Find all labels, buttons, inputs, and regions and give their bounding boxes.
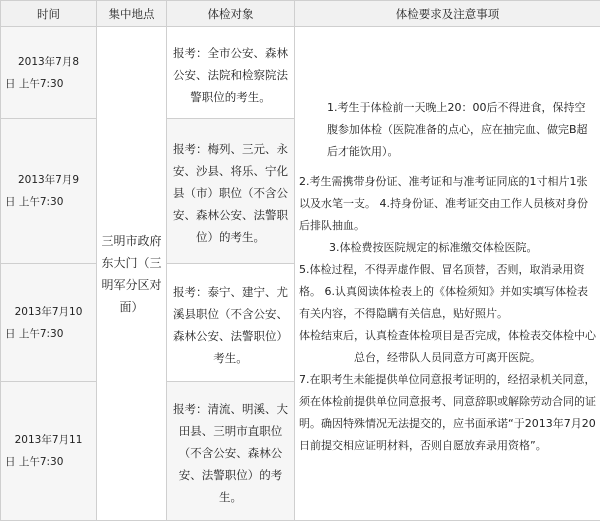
note-item: 体检结束后，认真检查体检项目是否完成，体检表交体检中心总台，经带队人员同意方可离开医院。 [299,328,596,364]
exam-date: 2013年7月8 [17,55,80,68]
table-row [1,27,600,119]
table-header-row [1,1,600,27]
time-cell [1,382,97,521]
requirements-cell [295,27,600,521]
header-time: 时间 [1,1,97,27]
exam-time: 日 上午7:30 [5,196,64,208]
target-cell [167,382,295,521]
target-text: 报考：泰宁、建宁、尤溪县职位（不含公安、森林公安、法警职位）考生。 [173,284,288,365]
exam-time: 日 上午7:30 [5,327,64,340]
header-target: 体检对象 [167,1,295,27]
location-cell [97,27,167,521]
note-item: 7.在职考生未能提供单位同意报考证明的，经招录机关同意，须在体检前提供单位同意报考、同意辞职或解除劳动合同的证明。确因特殊情况无法提交的，应书面承诺“于2013年7月20日前提交相应证明材料，否则自愿放弃录用资格”。 [299,372,596,452]
exam-date: 2013年7月10 [14,305,83,318]
exam-time: 日 上午7:30 [5,77,64,90]
note-item: 3.体检费按医院规定的标准缴交体检医院。 [329,240,538,254]
header-location: 集中地点 [97,1,167,27]
target-text: 报考：清流、明溪、大田县、三明市直职位（不含公安、森林公安、法警职位）的考生。 [173,402,288,504]
location-text: 三明市政府东大门（三明军分区对面） [101,233,162,314]
time-cell [1,264,97,382]
target-text: 报考：梅列、三元、永安、沙县、将乐、宁化县（市）职位（不含公安、森林公安、法警职位）的考生。 [173,142,288,244]
exam-time: 日 上午7:30 [5,456,64,468]
time-cell [1,119,97,264]
note-item: 2.考生需携带身份证、准考证和与准考证同底的1寸相片1张以及水笔一支。 4.持身份证、准考证交由工作人员核对身份后排队抽血。 [299,174,588,232]
note-item: 1.考生于体检前一天晚上20：00后不得进食，保持空腹参加体检（医院准备的点心，应在抽完血、做完B超后才能饮用）。 [327,100,588,158]
header-requirements: 体检要求及注意事项 [295,1,600,27]
time-cell [1,27,97,119]
exam-date: 2013年7月11 [14,434,83,446]
note-item: 5.体检过程，不得弄虚作假、冒名顶替，否则，取消录用资格。 6.认真阅读体检表上的《体检须知》并如实填写体检表有关内容，不得隐瞒有关信息，贴好照片。 [299,262,588,320]
target-text: 报考：全市公安、森林公安、法院和检察院法警职位的考生。 [173,45,288,104]
target-cell [167,264,295,382]
target-cell [167,27,295,119]
target-cell [167,119,295,264]
exam-date: 2013年7月9 [17,174,80,186]
